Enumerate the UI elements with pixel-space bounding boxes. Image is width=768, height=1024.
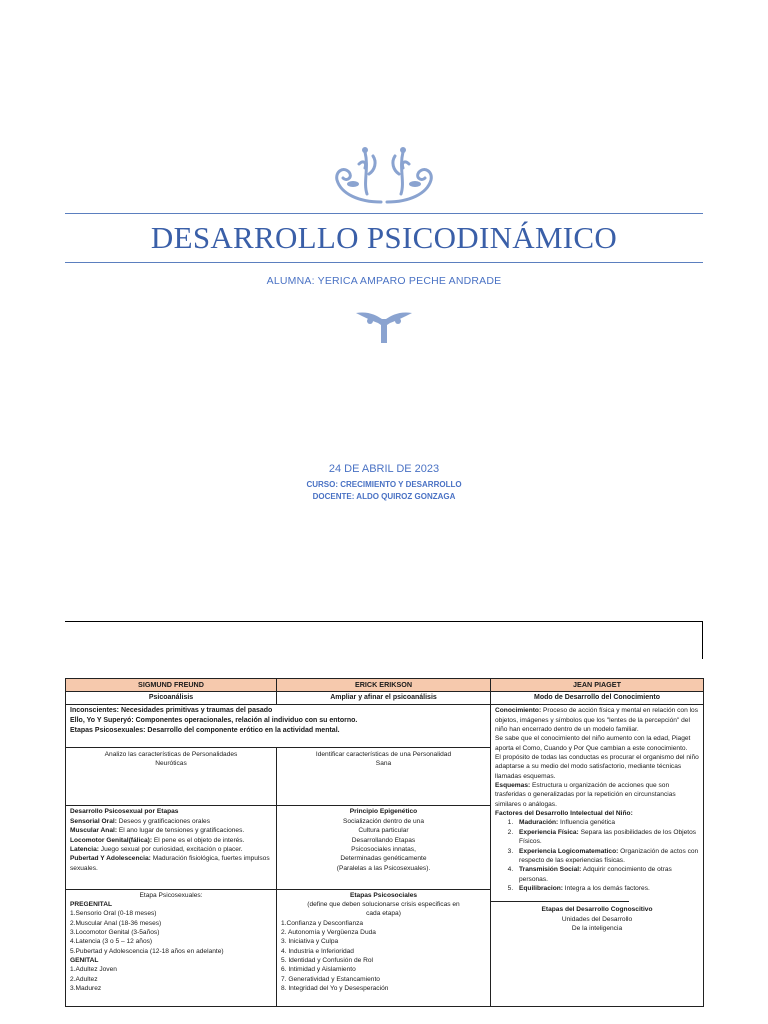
list-item — [515, 884, 699, 893]
piaget-paragraph: Se sabe que el conocimiento del niño aumento con la edad, Piaget aporta el Como, Cuando y Por Que cambian a este conocimiento. — [495, 735, 691, 752]
list-item — [515, 828, 699, 847]
header-erikson: ERICK ERIKSON — [277, 679, 491, 692]
term: Pubertad Y Adolescencia: — [70, 855, 151, 863]
epigenetic-line: Psicosociales innatas, — [351, 845, 416, 853]
term: Muscular Anal: — [70, 827, 118, 835]
intro-line: Etapas Psicosexuales: Desarrollo del componente erótico en la actividad mental. — [70, 727, 340, 735]
list-item: 3.Locomotor Genital (3-5años) — [70, 929, 160, 937]
term: Experiencia Física: — [519, 828, 579, 836]
text: Adquirir conocimiento de otras personas. — [519, 866, 672, 883]
table-subheader-row — [66, 692, 704, 705]
factors-title: Factores del Desarrollo Intelectual del Niño: — [495, 810, 633, 818]
date-line: 24 DE ABRIL DE 2023 — [328, 463, 440, 475]
epigenetic-line: Determinadas genéticamente — [340, 855, 427, 863]
list-item: 1.Sensorio Oral (0-18 meses) — [70, 910, 157, 918]
pregenital-label: PREGENITAL — [70, 900, 113, 908]
table-row — [66, 705, 704, 748]
intro-line: Ello, Yo Y Superyó: Componentes operacionales, relación al individuo con su entorno. — [70, 717, 358, 725]
list-item: 1.Adultez Joven — [70, 966, 117, 974]
cognitive-line: Unidades del Desarrollo — [561, 915, 633, 923]
factors-list — [495, 818, 699, 893]
list-item: 8. Integridad del Yo y Desesperación — [281, 985, 389, 993]
freud-analysis: Analizo las características de Personalidades Neuróticas — [66, 747, 277, 806]
term: Locomotor Genital(fálica): — [70, 836, 153, 844]
freud-stages — [66, 889, 277, 1007]
text: Separa las posibilidades de los Objetos Físicos. — [519, 828, 697, 846]
subheader-piaget: Modo de Desarrollo del Conocimiento — [491, 692, 704, 705]
epigenetic-title: Principio Epigenético — [349, 808, 418, 816]
epigenetic-line: Desarrollando Etapas — [351, 836, 416, 844]
psychosexual-title: Desarrollo Psicosexual por Etapas — [70, 808, 179, 816]
list-item — [70, 836, 272, 845]
list-item: 4. Industria e Inferioridad — [281, 947, 354, 955]
list-item — [515, 865, 699, 884]
text: El ano lugar de tensiones y gratificaciones. — [117, 827, 245, 835]
cognitive-title: Etapas del Desarrollo Cognoscitivo — [541, 906, 653, 914]
freud-intro — [66, 705, 491, 748]
stages-note: (define que deben solucionarse crisis especificas en cada etapa) — [307, 900, 460, 918]
text: Proceso de acción física y mental en relación con los objetos, imágenes y símbolos que los "lentes de la percepción" del niño han encerrado dentro de un modelo familiar. — [495, 707, 699, 733]
term: Sensorial Oral: — [70, 817, 117, 825]
term: Equilibracion: — [519, 884, 563, 892]
freud-psychosexual — [66, 806, 277, 889]
list-item: 2. Autonomía y Vergüenza Duda — [281, 929, 376, 937]
term: Maduración: — [519, 819, 559, 827]
term: Experiencia Logicomatematico: — [519, 847, 619, 855]
text: Organización de actos con respecto de las experiencias físicas. — [519, 847, 699, 864]
list-item — [70, 845, 272, 854]
epigenetic-line: Cultura particular — [358, 827, 409, 835]
erikson-stages — [277, 889, 491, 1007]
empty-box — [65, 621, 703, 659]
text: Estructura u organización de acciones que son trasferidas o generalizadas por la repetición en circunstancias similares o análogas. — [495, 782, 676, 808]
term: Esquemas: — [495, 782, 531, 790]
genital-label: GENITAL — [70, 957, 99, 965]
list-item: 5. Identidad y Confusión de Rol — [281, 957, 374, 965]
term: Transmisión Social: — [519, 866, 582, 874]
piaget-knowledge — [495, 706, 699, 734]
piaget-schemes — [495, 781, 699, 809]
list-item — [515, 847, 699, 866]
list-item — [70, 817, 272, 826]
course-line: CURSO: CRECIMIENTO Y DESARROLLO — [306, 480, 462, 489]
piaget-paragraph: El propósito de todas las conductas es procurar el organismo del niño adaptarse a su medio del modo satisfactorio, mediante técnicas llamadas esquemas. — [495, 753, 699, 780]
subheader-freud: Psicoanálisis — [66, 692, 277, 705]
list-item: 4.Latencia (3 o 5 – 12 años) — [70, 938, 153, 946]
list-item: 3.Madurez — [70, 985, 102, 993]
list-item: 7. Generatividad y Estancamiento — [281, 975, 380, 983]
fleur-ornament-icon — [0, 309, 768, 345]
text: Juego sexual por curiosidad, excitación o placer. — [98, 845, 243, 853]
floral-ornament-icon — [0, 144, 768, 206]
text: Influencia genética — [558, 819, 616, 827]
table-header-row — [66, 679, 704, 692]
list-item: 5.Pubertad y Adolescencia (12-18 años en adelante) — [70, 947, 224, 955]
epigenetic-line: (Paralelas a las Psicosexuales). — [336, 864, 431, 872]
cognitive-line: De la inteligencia — [571, 925, 623, 933]
author-line: ALUMNA: YERICA AMPARO PECHE ANDRADE — [266, 275, 502, 287]
subheader-erikson: Ampliar y afinar el psicoanálisis — [277, 692, 491, 705]
erikson-analysis: Identificar características de una Personalidad Sana — [277, 747, 491, 806]
text: Integra a los demás factores. — [562, 884, 650, 892]
epigenetic-line: Socialización dentro de una — [342, 817, 424, 825]
top-rule — [65, 213, 703, 214]
term: Latencia: — [70, 845, 99, 853]
term: Conocimiento: — [495, 707, 542, 715]
page-title: DESARROLLO PSICODINÁMICO — [150, 220, 618, 255]
piaget-cell — [491, 705, 704, 1007]
comparison-table — [65, 678, 704, 1007]
header-piaget: JEAN PIAGET — [491, 679, 704, 692]
list-item — [70, 826, 272, 835]
header-freud: SIGMUND FREUND — [66, 679, 277, 692]
list-item — [70, 854, 272, 873]
text: Maduración fisiológica, fuertes impulsos sexuales. — [70, 855, 270, 872]
divider — [491, 901, 629, 902]
list-item: 6. Intimidad y Aislamiento — [281, 966, 356, 974]
list-item: 2.Adultez — [70, 975, 98, 983]
text: Deseos y gratificaciones orales — [116, 817, 211, 825]
intro-line: Inconscientes: Necesidades primitivas y traumas del pasado — [70, 707, 273, 715]
list-item: 2.Muscular Anal (18-36 meses) — [70, 919, 162, 927]
stages-title: Etapas Psicosociales — [349, 891, 418, 899]
teacher-line: DOCENTE: ALDO QUIROZ GONZAGA — [312, 492, 456, 501]
list-item — [515, 818, 699, 827]
list-item: 3. Iniciativa y Culpa — [281, 938, 339, 946]
list-item: 1.Confianza y Desconfianza — [281, 919, 364, 927]
erikson-epigenetic — [277, 806, 491, 889]
text: El pene es el objeto de interés. — [152, 836, 245, 844]
stages-title: Etapa Psicosexuales: — [139, 891, 203, 899]
bottom-rule — [65, 262, 703, 263]
